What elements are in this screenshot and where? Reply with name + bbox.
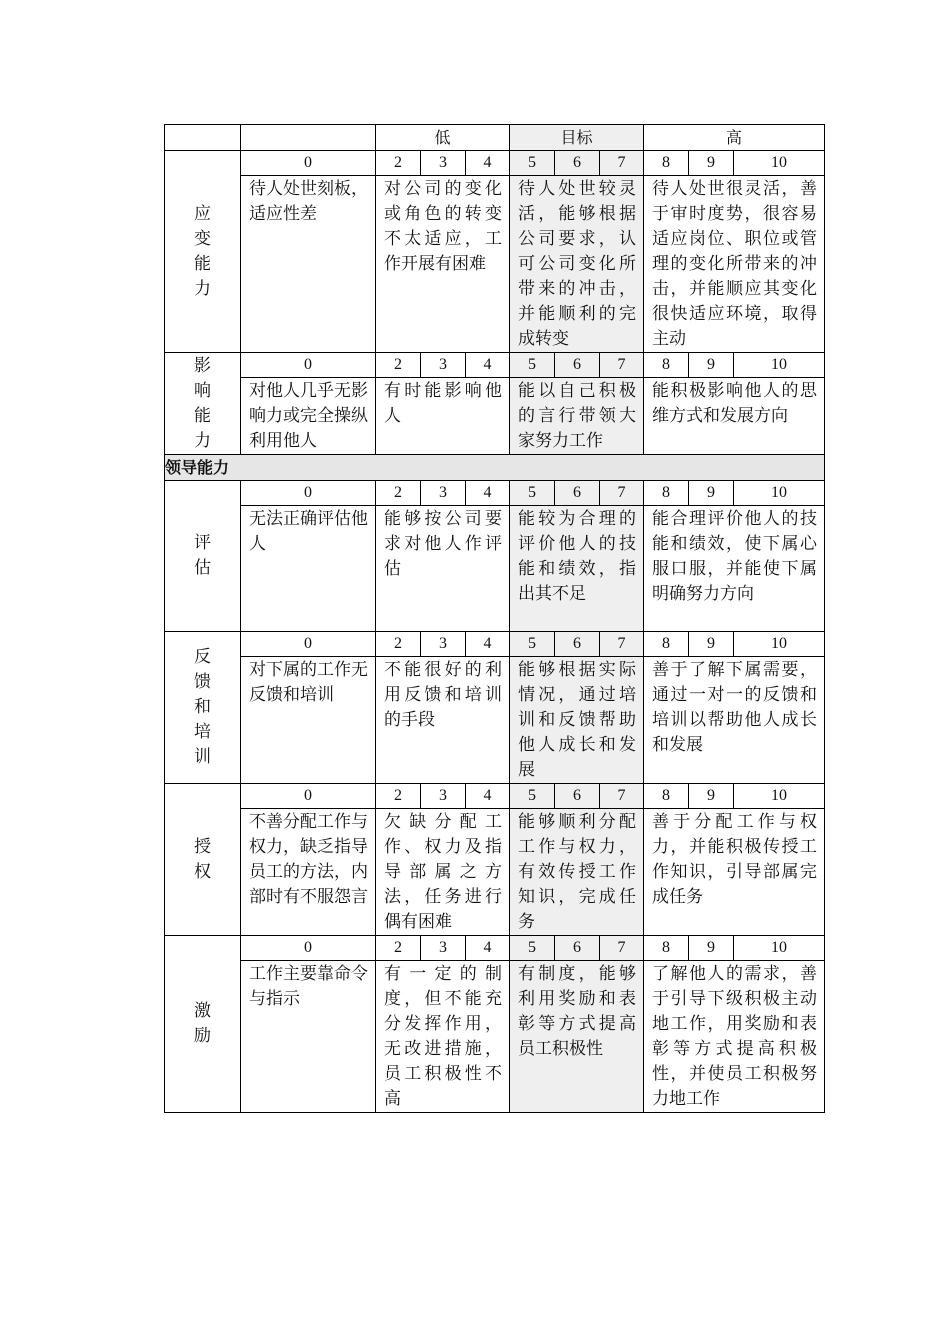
score-cell: 0 [241,936,376,961]
description-row [165,961,825,1113]
score-cell: 7 [600,784,644,809]
category-label: 评 估 [165,481,241,632]
score-cell: 9 [689,784,734,809]
score-cell: 2 [376,151,421,176]
desc-level-high: 待人处世很灵活，善于审时度势，很容易适应岗位、职位或管理的变化所带来的冲击，并能顺应其变化很快适应环境，取得主动 [644,176,825,353]
desc-level-high: 能积极影响他人的思维方式和发展方向 [644,378,825,455]
score-cell: 10 [734,632,825,657]
score-cell: 9 [689,151,734,176]
score-cell: 0 [241,151,376,176]
score-cell: 5 [510,151,555,176]
score-cell: 0 [241,632,376,657]
competency-rubric-table [164,124,825,1113]
score-cell: 2 [376,353,421,378]
score-cell: 2 [376,632,421,657]
score-cell: 2 [376,481,421,506]
desc-level-high: 善于分配工作与权力，并能积极传授工作知识，引导部属完成任务 [644,809,825,936]
score-row [165,632,825,657]
desc-level-target: 能够根据实际情况，通过培训和反馈帮助他人成长和发展 [510,657,644,784]
score-row [165,784,825,809]
desc-level-high: 善于了解下属需要，通过一对一的反馈和培训以帮助他人成长和发展 [644,657,825,784]
score-cell: 5 [510,353,555,378]
desc-level-0: 对他人几乎无影响力或完全操纵利用他人 [241,378,376,455]
score-row [165,353,825,378]
score-cell: 4 [466,481,510,506]
score-cell: 9 [689,481,734,506]
score-row [165,151,825,176]
score-row [165,481,825,506]
score-cell: 2 [376,936,421,961]
score-cell: 6 [555,784,600,809]
score-cell: 4 [466,353,510,378]
header-target: 目标 [510,125,644,151]
score-cell: 2 [376,784,421,809]
score-cell: 3 [421,632,466,657]
score-cell: 3 [421,936,466,961]
desc-level-low: 有一定的制度，但不能充分发挥作用，无改进措施，员工积极性不高 [376,961,510,1113]
description-row [165,657,825,784]
score-cell: 7 [600,481,644,506]
score-cell: 4 [466,784,510,809]
score-cell: 4 [466,632,510,657]
category-label: 授 权 [165,784,241,936]
section-row [165,455,825,481]
score-cell: 6 [555,151,600,176]
header-empty [241,125,376,151]
desc-level-high: 了解他人的需求，善于引导下级积极主动地工作，用奖励和表彰等方式提高积极性，并使员工积极努力地工作 [644,961,825,1113]
desc-level-target: 待人处世较灵活，能够根据公司要求，认可公司变化所带来的冲击，并能顺利的完成转变 [510,176,644,353]
score-cell: 3 [421,784,466,809]
section-title: 领导能力 [165,455,825,481]
score-cell: 6 [555,481,600,506]
header-row [165,125,825,151]
score-cell: 0 [241,784,376,809]
score-cell: 9 [689,936,734,961]
score-row [165,936,825,961]
score-cell: 8 [644,481,689,506]
score-cell: 0 [241,481,376,506]
desc-level-low: 能够按公司要求对他人作评估 [376,506,510,632]
score-cell: 5 [510,632,555,657]
desc-level-target: 有制度，能够利用奖励和表彰等方式提高员工积极性 [510,961,644,1113]
score-cell: 9 [689,632,734,657]
desc-level-0: 待人处世刻板，适应性差 [241,176,376,353]
score-cell: 10 [734,936,825,961]
desc-level-0: 不善分配工作与权力，缺乏指导员工的方法，内部时有不服怨言 [241,809,376,936]
score-cell: 6 [555,936,600,961]
header-empty [165,125,241,151]
desc-level-0: 工作主要靠命令与指示 [241,961,376,1113]
desc-level-low: 有时能影响他人 [376,378,510,455]
category-label: 应 变 能 力 [165,151,241,353]
score-cell: 7 [600,936,644,961]
score-cell: 7 [600,353,644,378]
score-cell: 7 [600,632,644,657]
score-cell: 5 [510,784,555,809]
score-cell: 4 [466,936,510,961]
score-cell: 8 [644,151,689,176]
desc-level-high: 能合理评价他人的技能和绩效，使下属心服口服，并能使下属明确努力方向 [644,506,825,632]
desc-level-low: 欠缺分配工作、权力及指导部属之方法，任务进行偶有困难 [376,809,510,936]
score-cell: 3 [421,353,466,378]
description-row [165,378,825,455]
score-cell: 0 [241,353,376,378]
score-cell: 4 [466,151,510,176]
score-cell: 10 [734,481,825,506]
description-row [165,809,825,936]
score-cell: 5 [510,936,555,961]
score-cell: 8 [644,632,689,657]
description-row [165,506,825,632]
score-cell: 10 [734,151,825,176]
score-cell: 5 [510,481,555,506]
desc-level-target: 能够顺利分配工作与权力，有效传授工作知识，完成任务 [510,809,644,936]
desc-level-0: 对下属的工作无反馈和培训 [241,657,376,784]
score-cell: 10 [734,353,825,378]
score-cell: 10 [734,784,825,809]
score-cell: 8 [644,936,689,961]
score-cell: 7 [600,151,644,176]
category-label: 反 馈 和 培 训 [165,632,241,784]
desc-level-low: 不能很好的利用反馈和培训的手段 [376,657,510,784]
category-label: 影 响 能 力 [165,353,241,455]
score-cell: 9 [689,353,734,378]
score-cell: 8 [644,784,689,809]
header-low: 低 [376,125,510,151]
desc-level-target: 能较为合理的评价他人的技能和绩效，指出其不足 [510,506,644,632]
desc-level-0: 无法正确评估他人 [241,506,376,632]
score-cell: 6 [555,353,600,378]
score-cell: 6 [555,632,600,657]
category-label: 激 励 [165,936,241,1113]
header-high: 高 [644,125,825,151]
desc-level-low: 对公司的变化或角色的转变不太适应，工作开展有困难 [376,176,510,353]
score-cell: 8 [644,353,689,378]
score-cell: 3 [421,481,466,506]
description-row [165,176,825,353]
score-cell: 3 [421,151,466,176]
desc-level-target: 能以自己积极的言行带领大家努力工作 [510,378,644,455]
